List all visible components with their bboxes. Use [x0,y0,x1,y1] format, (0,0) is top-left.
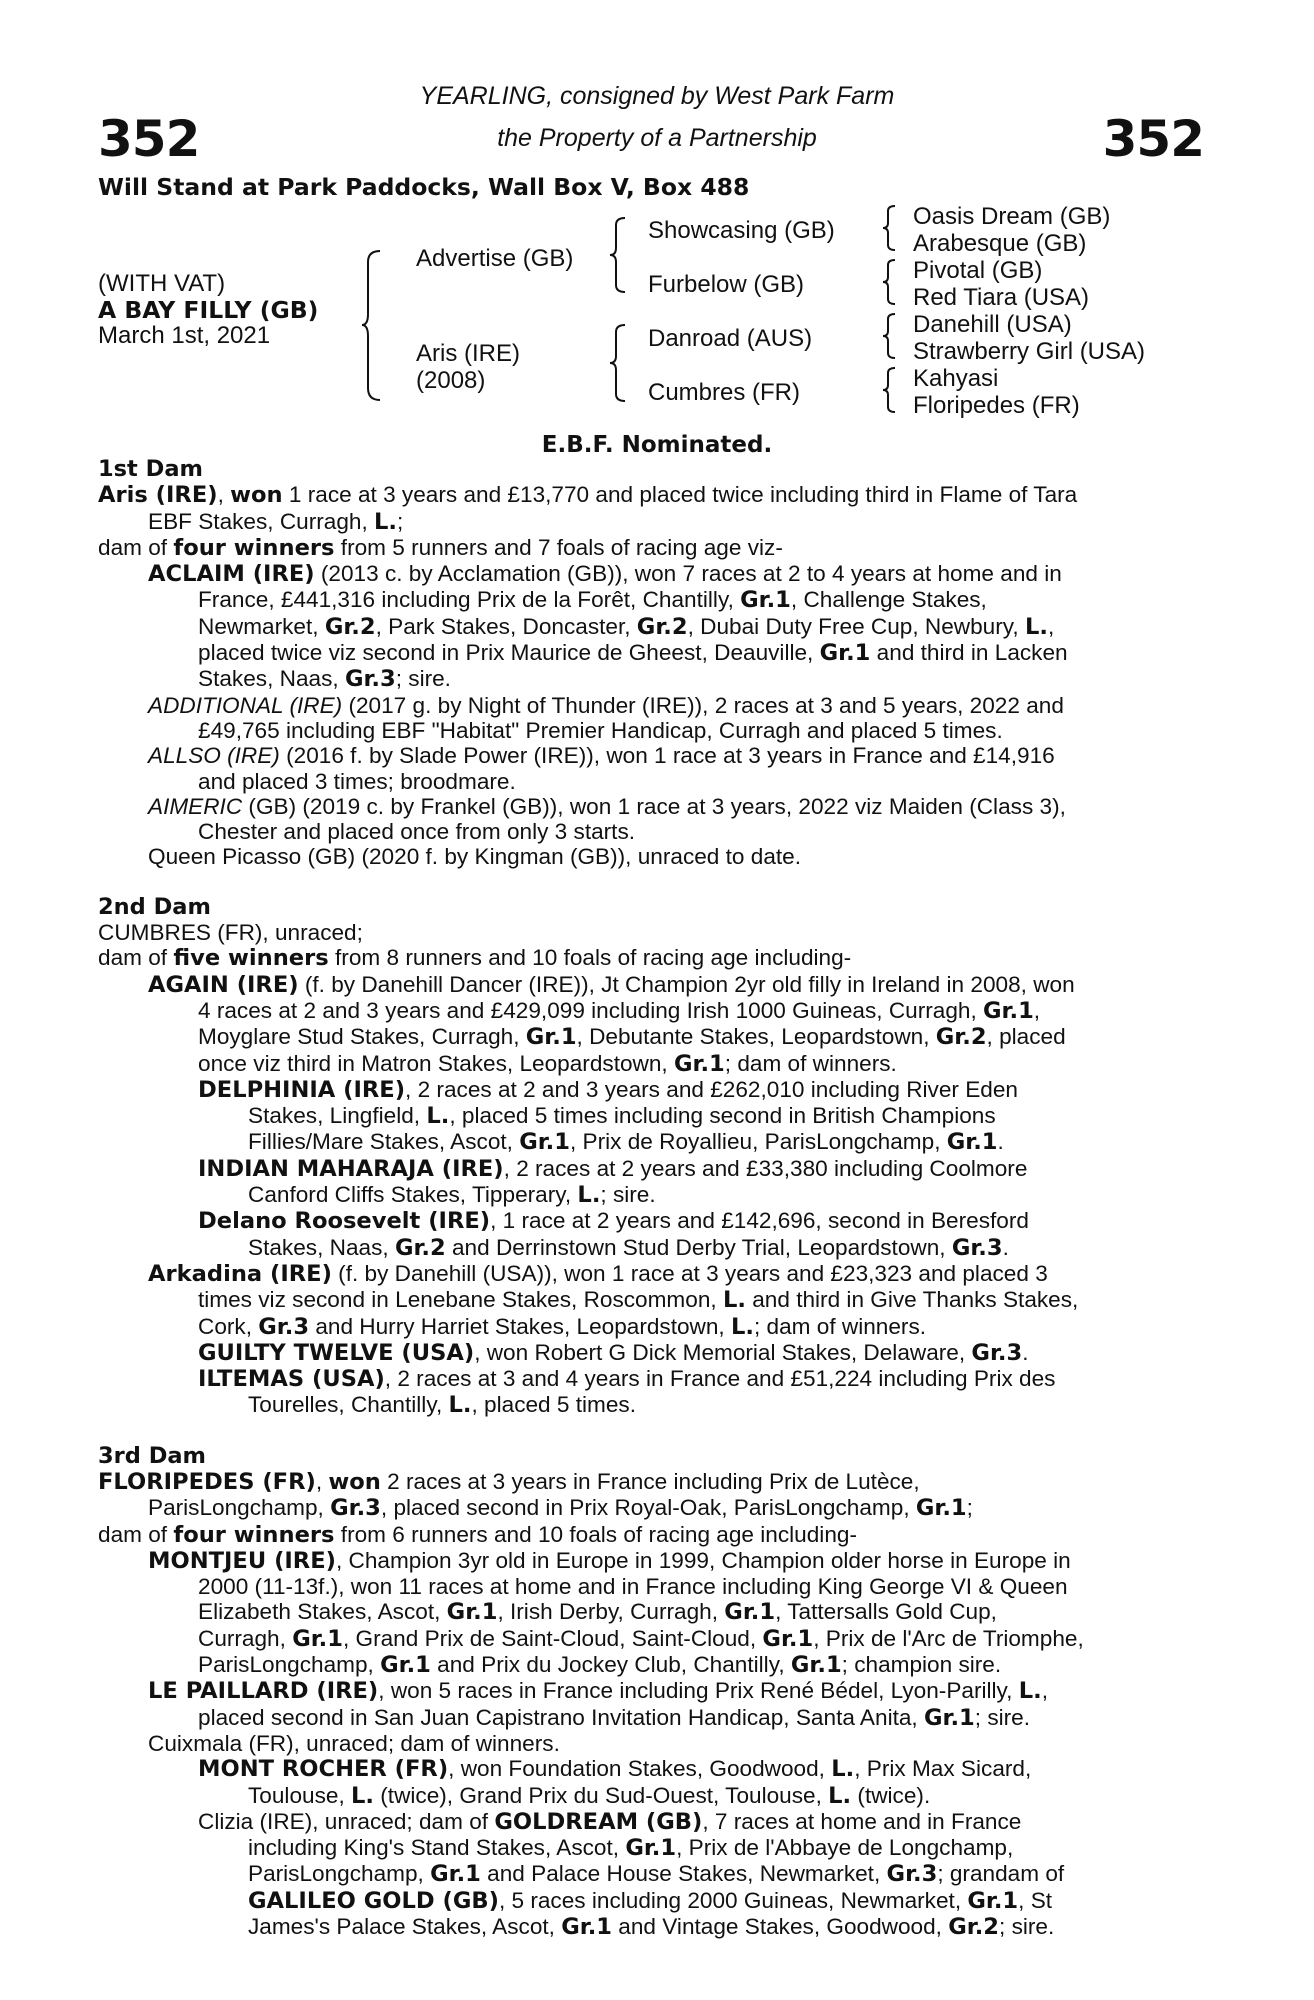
produce-additional-cont: £49,765 including EBF "Habitat" Premier Handicap, Curragh and placed 5 times. [198,717,1003,743]
first-dam-produce-record: dam of four winners from 5 runners and 7 foals of racing age viz- [98,534,783,561]
horse-name: A BAY FILLY (GB) [98,296,319,324]
produce-arkadina-cont: Cork, Gr.3 and Hurry Harriet Stakes, Leopardstown, L.; dam of winners. [198,1313,927,1340]
dam-of-dam: Cumbres (FR) [648,379,801,406]
produce-montjeu-cont: ParisLongchamp, Gr.1 and Prix du Jockey Club, Chantilly, Gr.1; champion sire. [198,1652,1002,1679]
second-dam-heading: 2nd Dam [98,893,211,920]
first-dam-heading: 1st Dam [98,456,203,482]
great-grandparent-8: Floripedes (FR) [913,392,1080,419]
produce-aclaim: ACLAIM (IRE) (2013 c. by Acclamation (GB)), won 7 races at 2 to 4 years at home and in [148,561,1062,588]
consignment-line: YEARLING, consigned by West Park Farm [419,82,895,110]
third-dam-produce-record: dam of four winners from 6 runners and 10 foals of racing age including- [98,1521,857,1548]
sire: Advertise (GB) [416,245,574,272]
produce-delano-roosevelt: Delano Roosevelt (IRE), 1 race at 2 years and £142,696, second in Beresford [198,1208,1029,1235]
ebf-nomination: E.B.F. Nominated. [541,432,773,458]
produce-clizia: Clizia (IRE), unraced; dam of GOLDREAM (GB), 7 races at home and in France [198,1808,1022,1835]
dam: Aris (IRE) [416,340,520,367]
produce-aimeric: AIMERIC (GB) (2019 c. by Frankel (GB)), won 1 race at 3 years, 2022 viz Maiden (Class 3), [148,793,1066,819]
dam-foaling-year: (2008) [416,367,486,394]
produce-montjeu-cont: 2000 (11-13f.), won 11 races at home and in France including King George VI & Queen [198,1574,1068,1600]
produce-mont-rocher-cont: Toulouse, L. (twice), Grand Prix du Sud-Ouest, Toulouse, L. (twice). [248,1782,931,1809]
produce-montjeu-cont: Curragh, Gr.1, Grand Prix de Saint-Cloud, Saint-Cloud, Gr.1, Prix de l'Arc de Triomphe, [198,1625,1084,1652]
produce-aimeric-cont: Chester and placed once from only 3 starts. [198,819,636,845]
produce-le-paillard-cont: placed second in San Juan Capistrano Invitation Handicap, Santa Anita, Gr.1; sire. [198,1704,1031,1731]
produce-arkadina: Arkadina (IRE) (f. by Danehill (USA)), won 1 race at 3 years and £23,323 and placed 3 [148,1260,1048,1287]
produce-clizia-cont: ParisLongchamp, Gr.1 and Palace House Stakes, Newmarket, Gr.3; grandam of [248,1861,1065,1888]
lot-number-right: 352 [1102,110,1204,168]
produce-galileo-gold: GALILEO GOLD (GB), 5 races including 2000 Guineas, Newmarket, Gr.1, St [248,1887,1053,1914]
sire-of-dam: Danroad (AUS) [648,325,813,352]
produce-indian-maharaja-cont: Canford Cliffs Stakes, Tipperary, L.; sire. [248,1182,656,1209]
produce-allso: ALLSO (IRE) (2016 f. by Slade Power (IRE)), won 1 race at 3 years in France and £14,916 [148,743,1055,769]
pedigree-brace-g2 [880,257,900,307]
second-dam-summary: CUMBRES (FR), unraced; [98,920,363,946]
great-grandparent-6: Strawberry Girl (USA) [913,338,1146,365]
first-dam-summary-cont: EBF Stakes, Curragh, L.; [148,508,404,535]
third-dam-heading: 3rd Dam [98,1442,206,1469]
great-grandparent-3: Pivotal (GB) [913,257,1043,284]
pedigree-brace-g3 [880,311,900,361]
lot-number-left: 352 [98,110,200,168]
produce-queen-picasso: Queen Picasso (GB) (2020 f. by Kingman (GB)), unraced to date. [148,844,802,870]
third-dam-summary-cont: ParisLongchamp, Gr.3, placed second in Prix Royal-Oak, ParisLongchamp, Gr.1; [148,1495,973,1522]
property-line: the Property of a Partnership [497,124,817,152]
produce-iltemas: ILTEMAS (USA), 2 races at 3 and 4 years in France and £51,224 including Prix des [198,1366,1056,1393]
sire-of-sire: Showcasing (GB) [648,217,835,244]
produce-again-cont: 4 races at 2 and 3 years and £429,099 including Irish 1000 Guineas, Curragh, Gr.1, [198,997,1041,1024]
great-grandparent-7: Kahyasi [913,365,999,392]
produce-again-cont: once viz third in Matron Stakes, Leopardstown, Gr.1; dam of winners. [198,1050,897,1077]
produce-indian-maharaja: INDIAN MAHARAJA (IRE), 2 races at 2 years and £33,380 including Coolmore [198,1155,1028,1182]
great-grandparent-5: Danehill (USA) [913,311,1072,338]
dam-of-sire: Furbelow (GB) [648,271,805,298]
produce-again: AGAIN (IRE) (f. by Danehill Dancer (IRE)), Jt Champion 2yr old filly in Ireland in 2008, won [148,971,1075,998]
produce-aclaim-cont: Stakes, Naas, Gr.3; sire. [198,666,451,693]
produce-allso-cont: and placed 3 times; broodmare. [198,768,516,794]
catalogue-body [98,457,1203,1940]
pedigree-brace-sire [608,215,632,295]
foaling-date: March 1st, 2021 [98,322,271,349]
pedigree-brace-main [360,248,390,403]
produce-delphinia-cont: Stakes, Lingfield, L., placed 5 times including second in British Champions [248,1103,996,1130]
produce-aclaim-cont: France, £441,316 including Prix de la Forêt, Chantilly, Gr.1, Challenge Stakes, [198,587,987,614]
produce-aclaim-cont: Newmarket, Gr.2, Park Stakes, Doncaster, Gr.2, Dubai Duty Free Cup, Newbury, L., [198,613,1055,640]
box-location: Will Stand at Park Paddocks, Wall Box V, Box 488 [98,173,750,201]
vat-note: (WITH VAT) [98,270,226,297]
produce-delphinia-cont: Fillies/Mare Stakes, Ascot, Gr.1, Prix de Royallieu, ParisLongchamp, Gr.1. [248,1129,1004,1156]
pedigree-brace-g1 [880,203,900,253]
great-grandparent-1: Oasis Dream (GB) [913,203,1111,230]
produce-galileo-gold-cont: James's Palace Stakes, Ascot, Gr.1 and Vintage Stakes, Goodwood, Gr.2; sire. [248,1914,1055,1941]
produce-mont-rocher: MONT ROCHER (FR), won Foundation Stakes, Goodwood, L., Prix Max Sicard, [198,1756,1032,1783]
produce-guilty-twelve: GUILTY TWELVE (USA), won Robert G Dick Memorial Stakes, Delaware, Gr.3. [198,1339,1029,1366]
produce-le-paillard: LE PAILLARD (IRE), won 5 races in France including Prix René Bédel, Lyon-Parilly, L., [148,1678,1048,1705]
produce-additional: ADDITIONAL (IRE) (2017 g. by Night of Thunder (IRE)), 2 races at 3 and 5 years, 2022 and [148,692,1064,718]
produce-iltemas-cont: Tourelles, Chantilly, L., placed 5 times. [248,1392,636,1419]
produce-arkadina-cont: times viz second in Lenebane Stakes, Roscommon, L. and third in Give Thanks Stakes, [198,1287,1079,1314]
produce-cuixmala: Cuixmala (FR), unraced; dam of winners. [148,1730,560,1756]
pedigree-brace-g4 [880,365,900,415]
second-dam-produce-record: dam of five winners from 8 runners and 10 foals of racing age including- [98,945,852,972]
pedigree-brace-dam [608,322,632,404]
produce-clizia-cont: including King's Stand Stakes, Ascot, Gr.1, Prix de l'Abbaye de Longchamp, [248,1835,1014,1862]
produce-delano-roosevelt-cont: Stakes, Naas, Gr.2 and Derrinstown Stud Derby Trial, Leopardstown, Gr.3. [248,1234,1009,1261]
great-grandparent-2: Arabesque (GB) [913,230,1087,257]
produce-montjeu-cont: Elizabeth Stakes, Ascot, Gr.1, Irish Derby, Curragh, Gr.1, Tattersalls Gold Cup, [198,1599,997,1626]
great-grandparent-4: Red Tiara (USA) [913,284,1090,311]
produce-delphinia: DELPHINIA (IRE), 2 races at 2 and 3 years and £262,010 including River Eden [198,1076,1018,1103]
third-dam-summary: FLORIPEDES (FR), won 2 races at 3 years in France including Prix de Lutèce, [98,1468,920,1495]
produce-montjeu: MONTJEU (IRE), Champion 3yr old in Europe in 1999, Champion older horse in Europe in [148,1547,1071,1574]
first-dam-summary: Aris (IRE), won 1 race at 3 years and £13,770 and placed twice including third in Flame of Tara [98,482,1078,509]
produce-again-cont: Moyglare Stud Stakes, Curragh, Gr.1, Debutante Stakes, Leopardstown, Gr.2, placed [198,1024,1066,1051]
produce-aclaim-cont: placed twice viz second in Prix Maurice de Gheest, Deauville, Gr.1 and third in Lacken [198,640,1068,667]
